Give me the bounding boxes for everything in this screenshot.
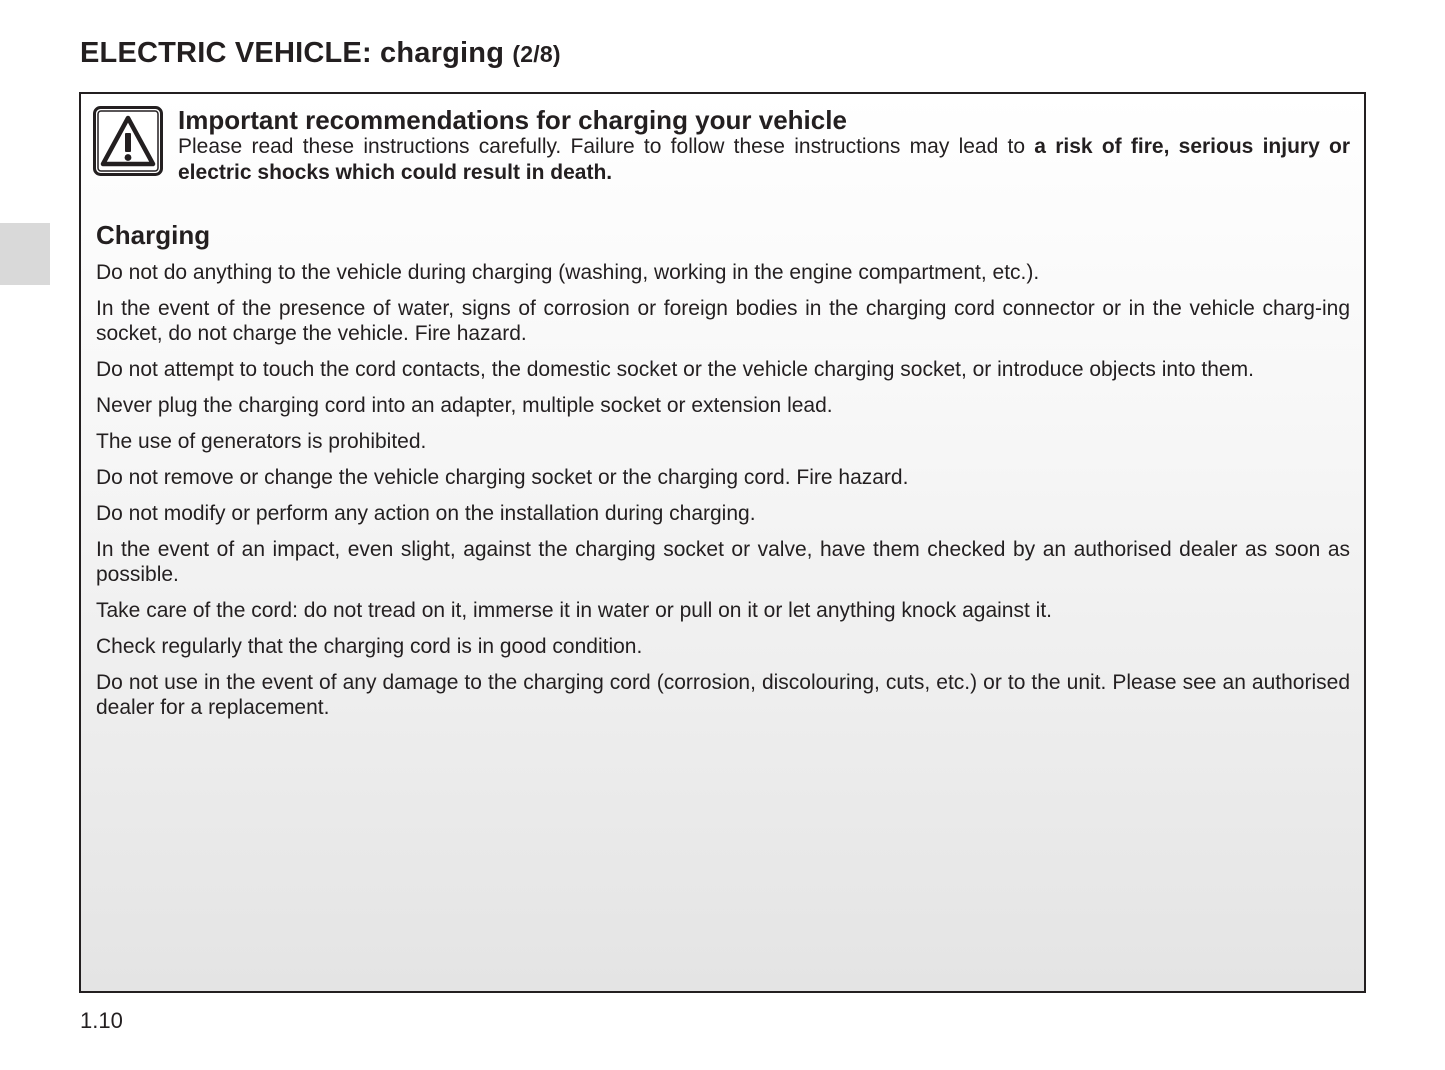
instruction-paragraph: Do not use in the event of any damage to the charging cord (corrosion, discolouring, cuts, etc.) or to the unit. Please see an authorised dealer for a replacement. (96, 671, 1350, 719)
instruction-paragraph: Check regularly that the charging cord is in good condition. (96, 635, 643, 658)
instruction-paragraph: Do not modify or perform any action on the installation during charging. (96, 502, 756, 525)
page-title (80, 36, 561, 71)
instruction-paragraph: In the event of an impact, even slight, against the charging socket or valve, have them checked by an authorised dealer as soon as possible. (96, 538, 1350, 586)
instruction-paragraph: Never plug the charging cord into an adapter, multiple socket or extension lead. (96, 394, 833, 417)
warning-intro-text: Please read these instructions carefully. Failure to follow these instructions may lead to (178, 135, 1035, 158)
instruction-paragraph: The use of generators is prohibited. (96, 430, 427, 453)
page-number: 1.10 (80, 1008, 123, 1033)
page-title-main: ELECTRIC VEHICLE: charging (80, 37, 505, 69)
instruction-paragraph: Do not do anything to the vehicle during charging (washing, working in the engine compartment, etc.). (96, 261, 1040, 284)
instruction-paragraph: Do not attempt to touch the cord contacts, the domestic socket or the vehicle charging socket, or introduce objects into them. (96, 358, 1254, 381)
instruction-paragraph: Do not remove or change the vehicle charging socket or the charging cord. Fire hazard. (96, 466, 909, 489)
warning-box (79, 92, 1366, 993)
warning-intro (178, 134, 1350, 186)
warning-triangle-icon (93, 106, 163, 176)
warning-title: Important recommendations for charging your vehicle (178, 105, 847, 135)
page-title-part: (2/8) (512, 41, 561, 67)
chapter-side-tab (0, 223, 50, 285)
warning-intro-emphasis: a risk of fire, serious injury or electric shocks which could result in death. (178, 135, 1350, 184)
instruction-paragraph: In the event of the presence of water, signs of corrosion or foreign bodies in the charging cord connector or in the vehicle charg-ing socket, do not charge the vehicle. Fire hazard. (96, 297, 1350, 345)
section-heading: Charging (96, 220, 211, 250)
instruction-paragraph: Take care of the cord: do not tread on it, immerse it in water or pull on it or let anything knock against it. (96, 599, 1052, 622)
instruction-list (96, 260, 1350, 731)
